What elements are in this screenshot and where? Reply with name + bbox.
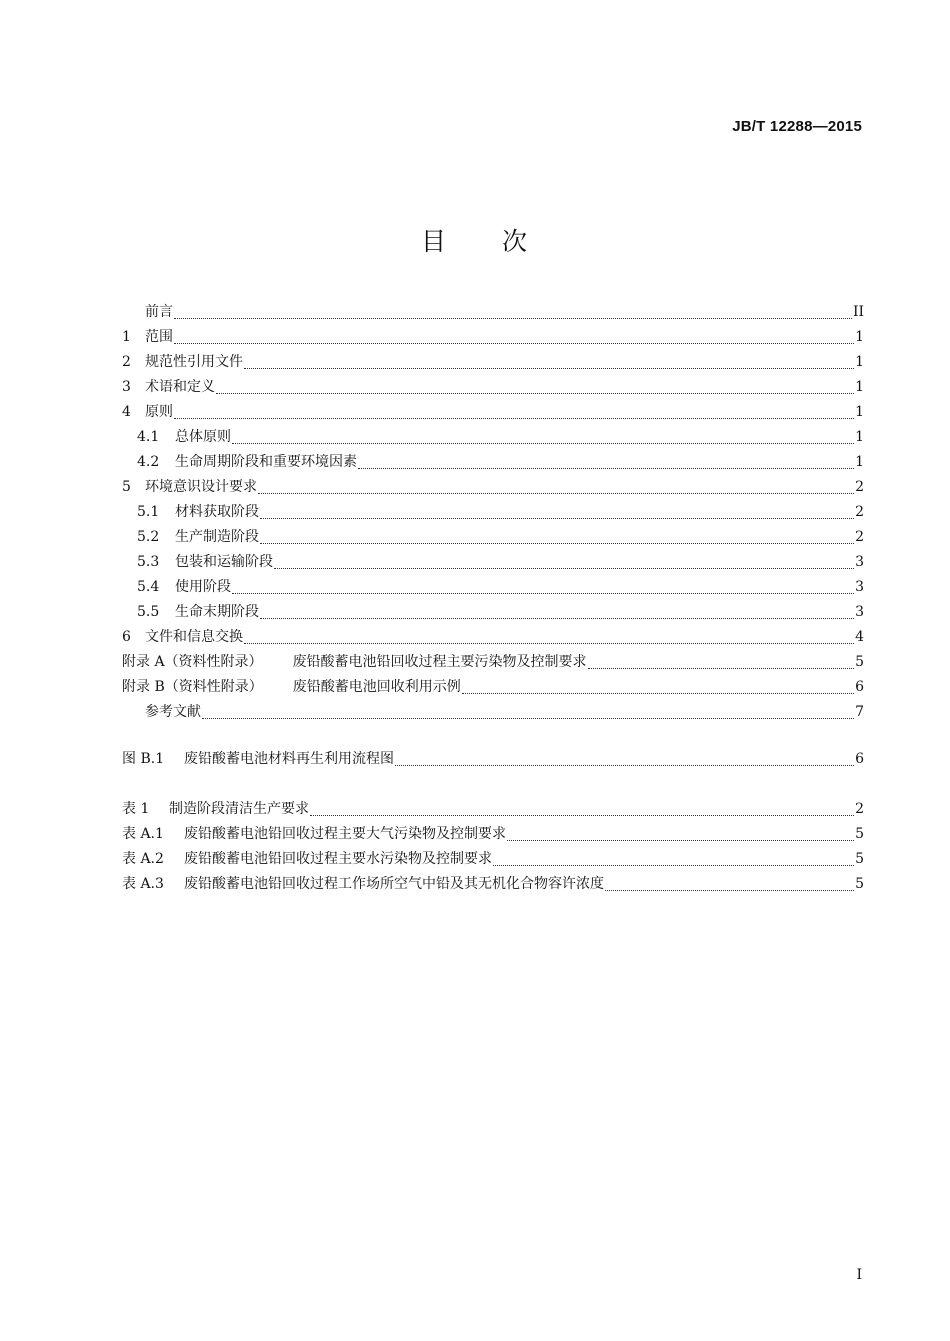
toc-entry[interactable]	[122, 550, 864, 575]
dot-leader	[260, 616, 854, 619]
page-folio: I	[856, 1267, 862, 1283]
toc-entry[interactable]	[122, 425, 864, 450]
toc-entry-label: 生命周期阶段和重要环境因素	[175, 454, 357, 470]
toc-entry-number: 1	[122, 329, 131, 345]
dot-leader	[174, 416, 854, 419]
toc-entry-page-number: 1	[855, 354, 864, 370]
table-entry-number: 表 A.3	[122, 876, 164, 892]
toc-entry[interactable]	[122, 325, 864, 350]
toc-entry-number: 4.1	[137, 429, 160, 445]
toc-entry-page-number: 7	[855, 704, 864, 720]
table-entry-number: 表 A.2	[122, 851, 164, 867]
toc-entry[interactable]	[122, 625, 864, 650]
dot-leader	[462, 691, 854, 694]
toc-entry-page-number: II	[852, 304, 864, 320]
table-entry-page-number: 5	[855, 876, 864, 892]
toc-entry[interactable]	[122, 500, 864, 525]
toc-entry-page-number: 3	[855, 604, 864, 620]
dot-leader	[588, 666, 855, 669]
toc-entry[interactable]	[122, 525, 864, 550]
table-entry[interactable]	[122, 847, 864, 872]
dot-leader	[493, 863, 854, 866]
table-entry-page-number: 5	[855, 851, 864, 867]
table-list	[122, 797, 864, 897]
dot-leader	[310, 813, 854, 816]
dot-leader	[358, 466, 854, 469]
toc-entry-page-number: 6	[855, 679, 864, 695]
toc-entry-page-number: 1	[855, 454, 864, 470]
dot-leader	[232, 441, 854, 444]
dot-leader	[260, 516, 854, 519]
toc-entry[interactable]	[122, 700, 864, 725]
toc-entry-number: 附录 A（资料性附录）	[122, 654, 263, 670]
toc-entry-label: 生命末期阶段	[175, 604, 259, 620]
toc-entry-label: 文件和信息交换	[145, 629, 243, 645]
dot-leader	[244, 641, 854, 644]
toc-entry-page-number: 4	[855, 629, 864, 645]
toc-entry-number: 附录 B（资料性附录）	[122, 679, 263, 695]
toc-entry-page-number: 2	[855, 529, 864, 545]
toc-entry-page-number: 5	[855, 654, 864, 670]
dot-leader	[260, 541, 854, 544]
dot-leader	[216, 391, 854, 394]
table-entry-page-number: 5	[855, 826, 864, 842]
dot-leader	[174, 341, 854, 344]
figure-list	[122, 747, 864, 772]
toc-entry[interactable]	[122, 375, 864, 400]
dot-leader	[232, 591, 854, 594]
toc-entry-page-number: 1	[855, 429, 864, 445]
dot-leader	[174, 316, 852, 319]
table-entry[interactable]	[122, 872, 864, 897]
toc-entry-number: 2	[122, 354, 131, 370]
toc-entry-label: 参考文献	[145, 704, 201, 720]
toc-entry-page-number: 1	[855, 329, 864, 345]
toc-entry-number: 5.3	[137, 554, 160, 570]
table-entry-label: 废铅酸蓄电池铅回收过程主要大气污染物及控制要求	[184, 826, 506, 842]
toc-entry-label: 前言	[145, 304, 173, 320]
page-title: 目 次	[420, 227, 529, 256]
figure-entry-number: 图 B.1	[122, 751, 165, 767]
toc-entry-label: 使用阶段	[175, 579, 231, 595]
toc-entry-number: 5.5	[137, 604, 160, 620]
toc-entry-page-number: 3	[855, 554, 864, 570]
table-entry-label: 废铅酸蓄电池铅回收过程工作场所空气中铅及其无机化合物容许浓度	[184, 876, 604, 892]
toc-list	[122, 300, 864, 725]
dot-leader	[274, 566, 854, 569]
figure-entry-page-number: 6	[855, 751, 864, 767]
toc-entry[interactable]	[122, 450, 864, 475]
dot-leader	[605, 888, 854, 891]
toc-entry[interactable]	[122, 300, 864, 325]
toc-entry[interactable]	[122, 600, 864, 625]
dot-leader	[258, 491, 854, 494]
figure-entry-label: 废铅酸蓄电池材料再生利用流程图	[184, 751, 394, 767]
toc-entry-page-number: 1	[855, 404, 864, 420]
toc-entry-label: 包装和运输阶段	[175, 554, 273, 570]
toc-entry-label: 生产制造阶段	[175, 529, 259, 545]
toc-entry[interactable]	[122, 400, 864, 425]
toc-entry[interactable]	[122, 350, 864, 375]
toc-entry-label: 范围	[145, 329, 173, 345]
table-entry-label: 制造阶段清洁生产要求	[169, 801, 309, 817]
table-entry-label: 废铅酸蓄电池铅回收过程主要水污染物及控制要求	[184, 851, 492, 867]
toc-entry-number: 5.4	[137, 579, 160, 595]
dot-leader	[395, 763, 854, 766]
toc-entry-label: 术语和定义	[145, 379, 215, 395]
toc-entry-page-number: 3	[855, 579, 864, 595]
toc-entry-label: 废铅酸蓄电池回收利用示例	[292, 679, 461, 695]
toc-entry[interactable]	[122, 675, 864, 700]
toc-entry-number: 5.2	[137, 529, 160, 545]
toc-entry[interactable]	[122, 575, 864, 600]
table-entry-number: 表 1	[122, 801, 150, 817]
dot-leader	[202, 716, 854, 719]
toc-entry-label: 总体原则	[175, 429, 231, 445]
toc-entry-label: 材料获取阶段	[175, 504, 259, 520]
toc-entry-number: 5.1	[137, 504, 160, 520]
toc-entry[interactable]	[122, 475, 864, 500]
toc-entry-label: 环境意识设计要求	[145, 479, 257, 495]
dot-leader	[507, 838, 854, 841]
toc-entry-number: 6	[122, 629, 131, 645]
toc-entry-page-number: 1	[855, 379, 864, 395]
toc-entry-number: 3	[122, 379, 131, 395]
dot-leader	[244, 366, 854, 369]
toc-entry-page-number: 2	[855, 479, 864, 495]
table-entry-number: 表 A.1	[122, 826, 164, 842]
toc-entry-number: 5	[122, 479, 131, 495]
toc-entry-label: 规范性引用文件	[145, 354, 243, 370]
toc-entry[interactable]	[122, 650, 864, 675]
toc-entry-label: 废铅酸蓄电池铅回收过程主要污染物及控制要求	[292, 654, 587, 670]
toc-entry-page-number: 2	[855, 504, 864, 520]
table-entry-page-number: 2	[855, 801, 864, 817]
toc-entry-number: 4.2	[137, 454, 160, 470]
table-entry[interactable]	[122, 797, 864, 822]
table-entry[interactable]	[122, 822, 864, 847]
toc-entry-number: 4	[122, 404, 131, 420]
toc-entry-label: 原则	[145, 404, 173, 420]
standard-number: JB/T 12288—2015	[732, 118, 862, 135]
figure-entry[interactable]	[122, 747, 864, 772]
